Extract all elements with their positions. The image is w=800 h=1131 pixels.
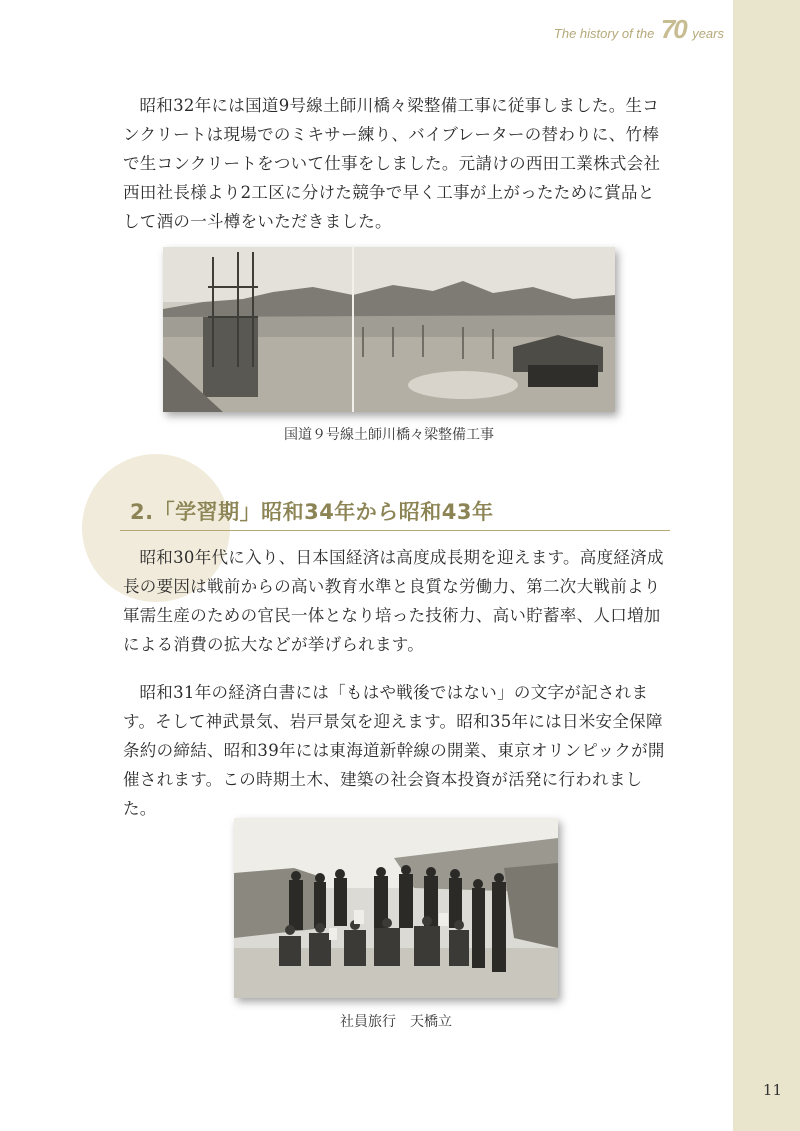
company-trip-photo-caption: 社員旅行 天橋立 bbox=[340, 1014, 452, 1030]
section-divider bbox=[120, 530, 670, 531]
header-number: 70 bbox=[660, 14, 686, 44]
page-number: 11 bbox=[762, 1081, 782, 1099]
side-band bbox=[733, 0, 800, 1131]
header-suffix: years bbox=[692, 26, 724, 41]
header-prefix: The history of the bbox=[553, 26, 655, 41]
section-heading: 2.「学習期」昭和34年から昭和43年 bbox=[130, 500, 494, 524]
company-trip-photo bbox=[234, 818, 558, 998]
paragraph-highway-project: 昭和32年には国道9号線土師川橋々梁整備工事に従事しました。生コンクリートは現場でのミキサー練り、バイブレーターの替わりに、竹棒で生コンクリートをついて仕事をしました。元請けの西田工業株式会社 西田社長様より2工区に分けた競争で早く工事が上がったために賞品として酒の一斗樽をいただきました。 bbox=[123, 96, 678, 231]
construction-photo-image bbox=[163, 247, 615, 412]
construction-photo bbox=[163, 247, 615, 412]
paragraph-economic-white-paper: 昭和31年の経済白書には「もはや戦後ではない」の文字が記されます。そして神武景気、岩戸景気を迎えます。昭和35年には日米安全保障条約の締結、昭和39年には東海道新幹線の開業、東京オリンピックが開催されます。この時期土木、建築の社会資本投資が活発に行われました。 bbox=[123, 683, 665, 818]
construction-photo-caption: 国道９号線土師川橋々梁整備工事 bbox=[284, 427, 494, 443]
company-trip-photo-image bbox=[234, 818, 558, 998]
paragraph-economic-growth: 昭和30年代に入り、日本国経済は高度成長期を迎えます。高度経済成長の要因は戦前からの高い教育水準と良質な労働力、第二次大戦前より軍需生産のための官民一体となり培った技術力、高い貯蓄率、人口増加による消費の拡大などが挙げられます。 bbox=[123, 548, 664, 654]
running-header bbox=[554, 14, 724, 44]
